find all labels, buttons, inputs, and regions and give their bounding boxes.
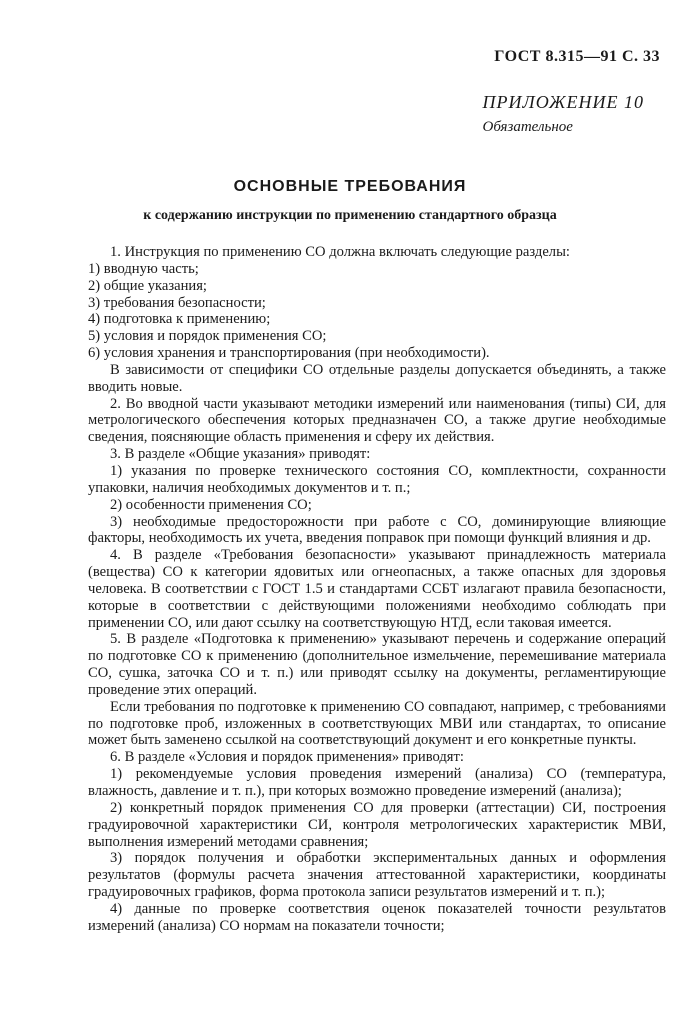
- page-header: ГОСТ 8.315—91 С. 33: [494, 48, 660, 65]
- paragraph: Если требования по подготовке к применению СО совпадают, например, с требованиями по подготовке проб, изложенных в соответствующих МВИ или стандартах, то описание может быть заменено ссылкой на соответствующий документ и его конкретные пункты.: [88, 698, 666, 749]
- paragraph: 1) рекомендуемые условия проведения измерений (анализа) СО (температура, влажность, давление и т. п.), при которых возможно проведение измерений (анализа);: [88, 766, 666, 799]
- paragraph: 3) необходимые предосторожности при работе с СО, доминирующие влияющие факторы, необходимость их учета, введения поправок при помощи функций влияния и др.: [88, 513, 666, 547]
- document-title: ОСНОВНЫЕ ТРЕБОВАНИЯ: [233, 178, 467, 195]
- list-item: 6) условия хранения и транспортирования (при необходимости).: [88, 345, 490, 362]
- appendix-block: [483, 92, 644, 136]
- paragraph: 2) особенности применения СО;: [110, 496, 312, 513]
- document-subtitle: к содержанию инструкции по применению стандартного образца: [143, 208, 557, 223]
- list-item: 5) условия и порядок применения СО;: [88, 328, 327, 345]
- paragraph: 3. В разделе «Общие указания» приводят:: [110, 446, 371, 463]
- appendix-status: Обязательное: [482, 119, 573, 135]
- document-body: [88, 244, 666, 935]
- paragraph: 2) конкретный порядок применения СО для проверки (аттестации) СИ, построения градуировочной характеристики СИ, контроля метрологических характеристик МВИ, выполнения измерений методами сравнения;: [88, 799, 666, 850]
- list-item: 1) вводную часть;: [88, 260, 199, 277]
- list-item: 2) общие указания;: [88, 277, 207, 294]
- paragraph: 2. Во вводной части указывают методики измерений или наименования (типы) СИ, для метрологического обеспечения которых предназначен СО, а также другие необходимые сведения, поясняющие область применения и сферу их действия.: [88, 395, 666, 446]
- paragraph: В зависимости от специфики СО отдельные разделы допускается объединять, а также вводить новые.: [88, 361, 666, 395]
- appendix-title: ПРИЛОЖЕНИЕ 10: [482, 92, 644, 112]
- paragraph: 3) порядок получения и обработки экспериментальных данных и оформления результатов (формулы расчета значения аттестованной характеристики, координаты градуировочных графиков, форма протокола записи результатов измерений и т. п.);: [88, 850, 666, 901]
- paragraph: 1) указания по проверке технического состояния СО, комплектности, сохранности упаковки, наличия необходимых документов и т. п.;: [88, 462, 666, 496]
- paragraph: 1. Инструкция по применению СО должна включать следующие разделы:: [110, 244, 570, 260]
- paragraph: 5. В разделе «Подготовка к применению» указывают перечень и содержание операций по подготовке СО к применению (дополнительное измельчение, перемешивание материала СО, сушка, заточка СО и т. п.) или приводят ссылку на документы, регламентирующие проведение этих операций.: [88, 631, 666, 698]
- list-item: 3) требования безопасности;: [88, 294, 266, 311]
- paragraph: 6. В разделе «Условия и порядок применения» приводят:: [110, 749, 464, 766]
- paragraph: 4) данные по проверке соответствия оценок показателей точности результатов измерений (анализа) СО нормам на показатели точности;: [88, 900, 666, 934]
- list-item: 4) подготовка к применению;: [88, 311, 271, 328]
- paragraph: 4. В разделе «Требования безопасности» указывают принадлежность материала (вещества) СО к категории ядовитых или огнеопасных, а также опасных для здоровья человека. В соответствии с ГОСТ 1.5 и стандартами ССБТ излагают правила безопасности, которые в соответствии с действующими положениями необходимо соблюдать при применении СО, или дают ссылку на соответствующую НТД, если таковая имеется.: [88, 547, 666, 631]
